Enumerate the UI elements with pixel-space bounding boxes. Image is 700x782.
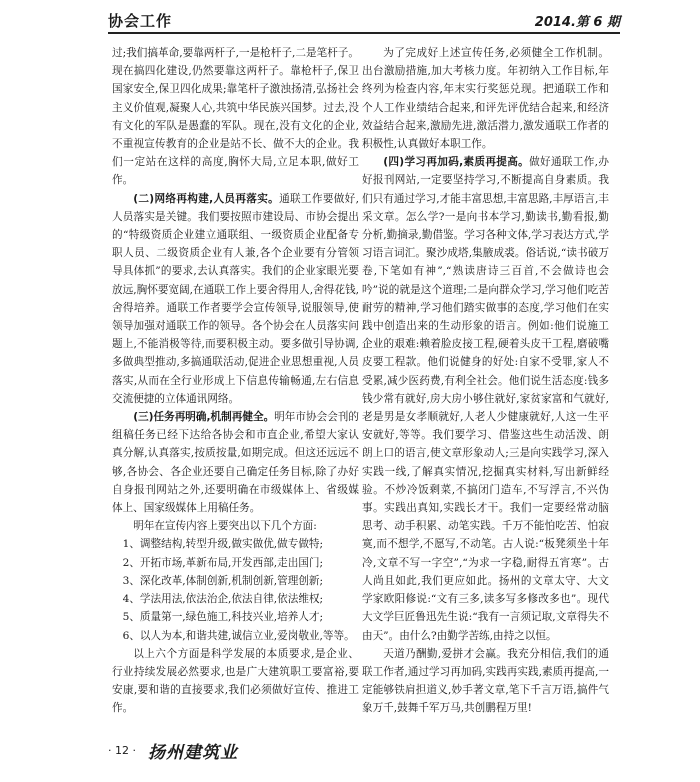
page-footer bbox=[108, 738, 308, 764]
page-number: · 12 · bbox=[108, 744, 136, 757]
section-4 bbox=[362, 153, 609, 644]
section-heading: (三)任务再明确,机制再健全。 bbox=[133, 411, 275, 424]
section-2 bbox=[112, 190, 359, 408]
section-heading: (四)学习再加码,素质再提高。 bbox=[383, 156, 530, 169]
right-column bbox=[362, 44, 609, 718]
list-item: 5、质量第一,绿色施工,科技兴业,培养人才; bbox=[122, 611, 324, 624]
paragraph: 为了完成好上述宣传任务,必须健全工作机制。出台激励措施,加大考核力度。年初纳入工作目标,年终列为检查内容,年末实行奖惩兑现。把通联工作和个人工作业绩结合起来,和评先评优结合起来,和经济效益结合起来,激励先进,激活潜力,激发通联工作者的积极性,认真做好本职工作。 bbox=[362, 47, 609, 151]
issue-label: 2014.第 6 期 bbox=[534, 15, 620, 30]
list-item: 6、以人为本,和谐共建,诚信立业,爱岗敬业,等等。 bbox=[122, 629, 355, 642]
section-body: 通联工作要做好,人员落实是关键。我们要按照市建设局、市协会提出的“特级资质企业建立通联组、一级资质企业配备专职人员、二级资质企业有人兼,各个企业要有分管领导具体抓”的要求,去认真落实。我们的企业家眼光要放远,胸怀要宽阔,在通联工作上要舍得用人,舍得花钱,舍得培养。通联工作者要学会宣传领导,说服领导,使领导加强对通联工作的领导。各个协会在人员落实问题上,不能消极等待,而要积极主动。要多做引导协调,多做典型推动,多搞通联活动,促进企业思想重视,人员落实,从而在全行业形成上下信息传输畅通,左右信息交流便捷的立体通讯网络。 bbox=[112, 192, 359, 405]
section-title: 协会工作 bbox=[108, 12, 173, 30]
section-body: 做好通联工作,办好报刊网站,一定要坚持学习,不断提高自身素质。我们只有通过学习,才能丰富思想,丰富思路,丰厚语言,丰采文章。怎么学?一是向书本学习,勤读书,勤看报,勤分析,勤摘录,勤借鉴。学习各种文体,学习表达方式,学习语言词汇。聚沙成塔,集腋成裘。俗话说,“读书破万卷,下笔如有神”,“熟读唐诗三百首,不会做诗也会吟”说的就是这个道理;二是向群众学习,学习他们吃苦耐劳的精神,学习他们踏实做事的态度,学习他们在实践中创造出来的生动形象的语言。例如:他们说施工企业的艰难:赖着脸皮接工程,硬着头皮干工程,磨破嘴皮要工程款。他们说健身的好处:自家不受罪,家人不受累,减少医药费,有利全社会。他们说生活态度:钱多钱少常有就好,房大房小够住就好,家贫家富和气就好,老是男是女孝顺就好,人老人少健康就好,人这一生平安就好,等等。我们要学习、借鉴这些生动活泼、朗朗上口的语言,使文章形象动人;三是向实践学习,深入实践一线,了解真实情况,挖掘真实材料,写出新鲜经验。不炒冷饭剩菜,不搞闭门造车,不写浮言,不兴伪事。实践出真知,实践长才干。我们一定要经常动脑思考、动手积累、动笔实践。千万不能怕吃苦、怕寂寞,而不想学,不愿写,不动笔。古人说:“板凳须坐十年冷,文章不写一字空”,“为求一字稳,耐得五宵寒”。古人尚且如此,我们更应如此。扬州的文章太守、大文学家欧阳修说:“文有三多,读多写多修改多也”。现代大文学巨匠鲁迅先生说:“我有一言须记取,文章得失不由天”。由什么?由勤学苦练,由持之以恒。 bbox=[362, 156, 609, 642]
paragraph: 明年在宣传内容上要突出以下几个方面: bbox=[133, 520, 317, 533]
paragraph: 以上六个方面是科学发展的本质要求,是企业、行业持续发展必然要求,也是广大建筑职工要富裕,要安康,要和谐的直接要求,我们必须做好宣传、推进工作。 bbox=[112, 647, 359, 715]
focus-list bbox=[112, 535, 359, 644]
list-item: 4、学法用法,依法治企,依法自律,依法维权; bbox=[122, 593, 324, 606]
page-header bbox=[108, 10, 620, 32]
list-item: 1、调整结构,转型升级,做实做优,做专做特; bbox=[122, 538, 324, 551]
header-rule bbox=[108, 32, 620, 34]
section-3 bbox=[112, 408, 359, 517]
section-heading: (二)网络再构建,人员再落实。 bbox=[133, 192, 280, 205]
left-column bbox=[112, 44, 359, 718]
paragraph: 天道乃酬勤,爱拼才会赢。我充分相信,我们的通联工作者,通过学习再加码,实践再实践,素质再提高,一定能够铁肩担道义,妙手著文章,笔下千言万语,搞件气象万千,鼓舞千军万马,共创鹏程万里! bbox=[362, 647, 609, 715]
paragraph: 过;我们搞革命,要靠两杆子,一是枪杆子,二是笔杆子。现在搞四化建设,仍然要靠这两杆子。靠枪杆子,保卫国家安全,保卫四化成果;靠笔杆子激浊扬清,弘扬社会主义价值观,凝聚人心,共筑中华民族兴国梦。过去,没有文化的军队是愚蠢的军队。现在,没有文化的企业,不重视宣传教育的企业是站不长、做不大的企业。我们一定站在这样的高度,胸怀大局,立足本职,做好工作。 bbox=[112, 47, 359, 187]
list-item: 3、深化改革,体制创新,机制创新,管理创新; bbox=[122, 574, 324, 587]
list-item: 2、开拓市场,革新布局,开发西部,走出国门; bbox=[122, 556, 324, 569]
magazine-logo: 扬州建筑业 bbox=[148, 743, 238, 763]
section-body: 明年市协会会刊的组稿任务已经下达给各协会和市直企业,希望大家认真分解,认真落实,按质按量,如期完成。但这还远远不够,各协会、各企业还要自己确定任务目标,除了办好自身报刊网站之外,还要明确在市级媒体上、省级媒体上、国家级媒体上用稿任务。 bbox=[112, 411, 359, 515]
